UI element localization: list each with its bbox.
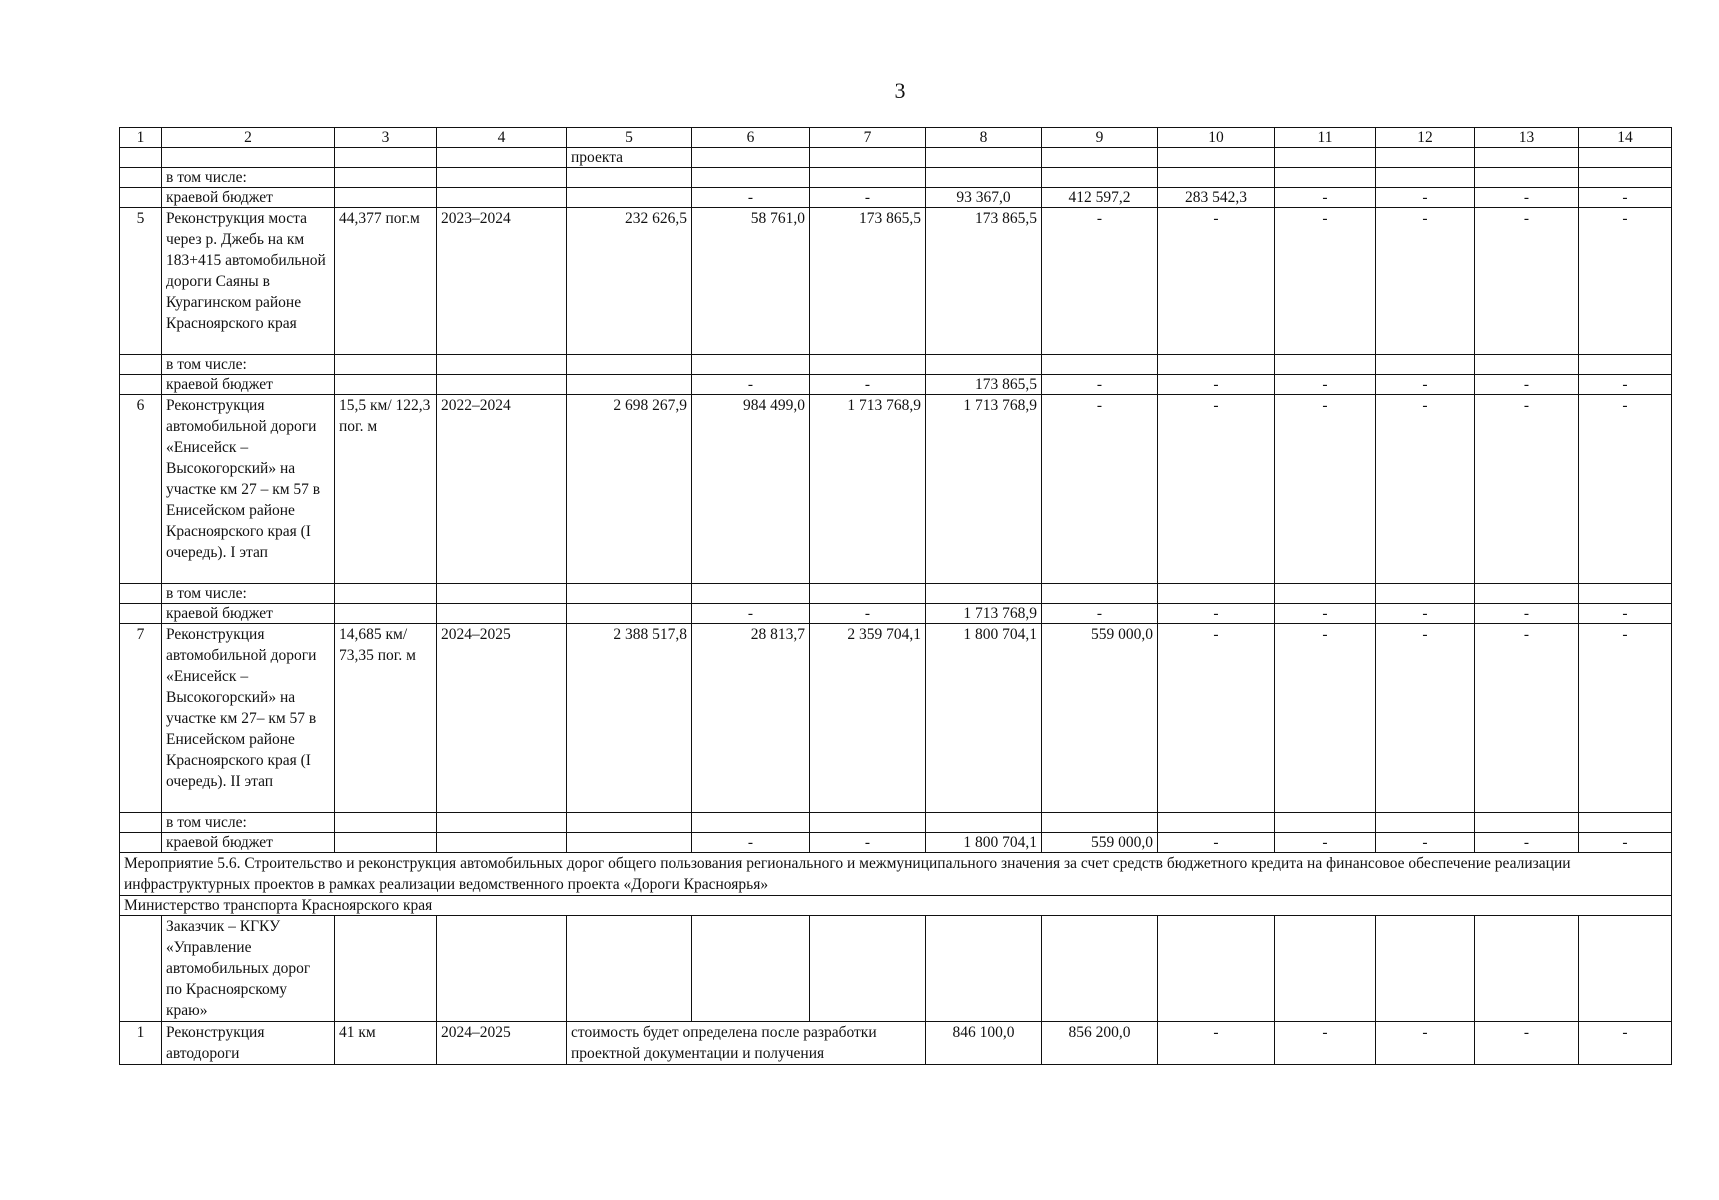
cell-dash: - [1579, 833, 1672, 853]
cell-dash: - [1475, 375, 1579, 395]
cell-dash: - [1579, 395, 1672, 584]
col-header: 9 [1042, 128, 1158, 148]
cell-dash: - [1042, 395, 1158, 584]
col-header: 2 [162, 128, 335, 148]
table-row [120, 395, 1672, 584]
table-row [120, 584, 1672, 604]
cell-value: 412 597,2 [1042, 188, 1158, 208]
cell-dash: - [1475, 624, 1579, 813]
cell-value: 559 000,0 [1042, 624, 1158, 813]
project-years: 2024–2025 [437, 624, 567, 813]
col-header: 6 [692, 128, 810, 148]
measure-title: Мероприятие 5.6. Строительство и реконструкция автомобильных дорог общего пользования регионального и межмуниципального значения за счет средств бюджетного кредита на финансовое обеспечение реализации инфраструктурных проектов в рамках реализации ведомственного проекта «Дороги Красноярья» [120, 853, 1672, 896]
cell-dash: - [810, 604, 926, 624]
cell-dash: - [1579, 188, 1672, 208]
cell-value: 93 367,0 [926, 188, 1042, 208]
cell-dash: - [1158, 624, 1275, 813]
including-label: в том числе: [162, 584, 335, 604]
cell-value: 2 698 267,9 [567, 395, 692, 584]
page-number: 3 [894, 78, 906, 103]
table-row [120, 896, 1672, 916]
cell-dash: - [1579, 604, 1672, 624]
cell-dash: - [1275, 604, 1376, 624]
cell-text: проекта [567, 148, 692, 168]
cell-dash: - [1475, 395, 1579, 584]
cell-value: 232 626,5 [567, 208, 692, 355]
cell-dash: - [692, 604, 810, 624]
cell-value: 173 865,5 [810, 208, 926, 355]
ministry-title: Министерство транспорта Красноярского края [120, 896, 1672, 916]
cell-dash: - [1275, 188, 1376, 208]
cell-value: 984 499,0 [692, 395, 810, 584]
table-row [120, 375, 1672, 395]
col-header: 14 [1579, 128, 1672, 148]
cell-value: 2 388 517,8 [567, 624, 692, 813]
regional-budget-label: краевой бюджет [162, 833, 335, 853]
cell-dash: - [1376, 208, 1475, 355]
col-header: 4 [437, 128, 567, 148]
cell-dash: - [1579, 375, 1672, 395]
cell-value: 58 761,0 [692, 208, 810, 355]
cell-dash: - [1475, 604, 1579, 624]
cell-dash: - [810, 188, 926, 208]
table-row [120, 853, 1672, 896]
cell-value: 2 359 704,1 [810, 624, 926, 813]
customer-name: Заказчик – КГКУ «Управление автомобильных дорог по Красноярскому краю» [162, 916, 335, 1022]
col-header: 13 [1475, 128, 1579, 148]
project-name: Реконструкция автомобильной дороги «Енисейск – Высокогорский» на участке км 27 – км 57 в Енисейском районе Красноярского края (I очередь). I этап [162, 395, 335, 584]
cell-value: 28 813,7 [692, 624, 810, 813]
project-years: 2024–2025 [437, 1022, 567, 1065]
table-row [120, 168, 1672, 188]
table-row [120, 148, 1672, 168]
table-row [120, 813, 1672, 833]
col-header: 5 [567, 128, 692, 148]
cell-dash: - [1275, 208, 1376, 355]
cell-dash: - [1158, 375, 1275, 395]
cell-dash: - [1475, 188, 1579, 208]
cell-dash: - [1376, 1022, 1475, 1065]
including-label: в том числе: [162, 168, 335, 188]
col-header: 12 [1376, 128, 1475, 148]
including-label: в том числе: [162, 813, 335, 833]
cell-value: 1 800 704,1 [926, 624, 1042, 813]
cell-dash: - [692, 375, 810, 395]
cell-value: 283 542,3 [1158, 188, 1275, 208]
cell-value: 846 100,0 [926, 1022, 1042, 1065]
cell-dash: - [1158, 1022, 1275, 1065]
cell-dash: - [1158, 833, 1275, 853]
cell-dash: - [1275, 395, 1376, 584]
cell-dash: - [1376, 624, 1475, 813]
table-row [120, 624, 1672, 813]
cell-dash: - [692, 188, 810, 208]
cell-dash: - [1579, 624, 1672, 813]
cell-dash: - [810, 375, 926, 395]
cell-dash: - [1042, 604, 1158, 624]
table-row [120, 208, 1672, 355]
table-row [120, 1022, 1672, 1065]
cell-dash: - [1475, 833, 1579, 853]
cell-dash: - [1158, 208, 1275, 355]
cell-dash: - [692, 833, 810, 853]
row-number: 5 [120, 208, 162, 355]
header-row [120, 128, 1672, 148]
project-years: 2023–2024 [437, 208, 567, 355]
row-number: 7 [120, 624, 162, 813]
cell-dash: - [1376, 395, 1475, 584]
cell-dash: - [1376, 604, 1475, 624]
table-row [120, 355, 1672, 375]
project-name: Реконструкция моста через р. Джебь на км 183+415 автомобильной дороги Саяны в Курагинском районе Красноярского края [162, 208, 335, 355]
cell-value: 856 200,0 [1042, 1022, 1158, 1065]
cell-dash: - [1475, 1022, 1579, 1065]
including-label: в том числе: [162, 355, 335, 375]
project-length: 44,377 пог.м [335, 208, 437, 355]
cell-dash: - [1275, 1022, 1376, 1065]
table-row [120, 188, 1672, 208]
regional-budget-label: краевой бюджет [162, 604, 335, 624]
cell-dash: - [1376, 833, 1475, 853]
cell-value: 173 865,5 [926, 375, 1042, 395]
col-header: 7 [810, 128, 926, 148]
cell-dash: - [810, 833, 926, 853]
col-header: 8 [926, 128, 1042, 148]
project-length: 15,5 км/ 122,3 пог. м [335, 395, 437, 584]
cell-value: 1 713 768,9 [926, 395, 1042, 584]
table-row [120, 833, 1672, 853]
cell-dash: - [1475, 208, 1579, 355]
cell-value: 1 713 768,9 [926, 604, 1042, 624]
table-row [120, 916, 1672, 1022]
cell-dash: - [1275, 833, 1376, 853]
project-length: 14,685 км/ 73,35 пог. м [335, 624, 437, 813]
cell-dash: - [1376, 188, 1475, 208]
cell-value: 1 800 704,1 [926, 833, 1042, 853]
row-number: 6 [120, 395, 162, 584]
col-header: 3 [335, 128, 437, 148]
regional-budget-label: краевой бюджет [162, 188, 335, 208]
project-name: Реконструкция автомобильной дороги «Енисейск – Высокогорский» на участке км 27– км 57 в Енисейском районе Красноярского края (I очередь). II этап [162, 624, 335, 813]
col-header: 1 [120, 128, 162, 148]
cost-note: стоимость будет определена после разработки проектной документации и получения [567, 1022, 926, 1065]
cell-dash: - [1042, 375, 1158, 395]
project-length: 41 км [335, 1022, 437, 1065]
cell-value: 1 713 768,9 [810, 395, 926, 584]
cell-dash: - [1579, 1022, 1672, 1065]
regional-budget-label: краевой бюджет [162, 375, 335, 395]
table-row [120, 604, 1672, 624]
row-number: 1 [120, 1022, 162, 1065]
project-years: 2022–2024 [437, 395, 567, 584]
cell-dash: - [1376, 375, 1475, 395]
col-header: 11 [1275, 128, 1376, 148]
cell-dash: - [1275, 375, 1376, 395]
project-name: Реконструкция автодороги [162, 1022, 335, 1065]
budget-table [119, 127, 1672, 1065]
cell-dash: - [1042, 208, 1158, 355]
cell-dash: - [1579, 208, 1672, 355]
cell-dash: - [1158, 395, 1275, 584]
col-header: 10 [1158, 128, 1275, 148]
cell-value: 559 000,0 [1042, 833, 1158, 853]
cell-value: 173 865,5 [926, 208, 1042, 355]
cell-dash: - [1275, 624, 1376, 813]
cell-dash: - [1158, 604, 1275, 624]
